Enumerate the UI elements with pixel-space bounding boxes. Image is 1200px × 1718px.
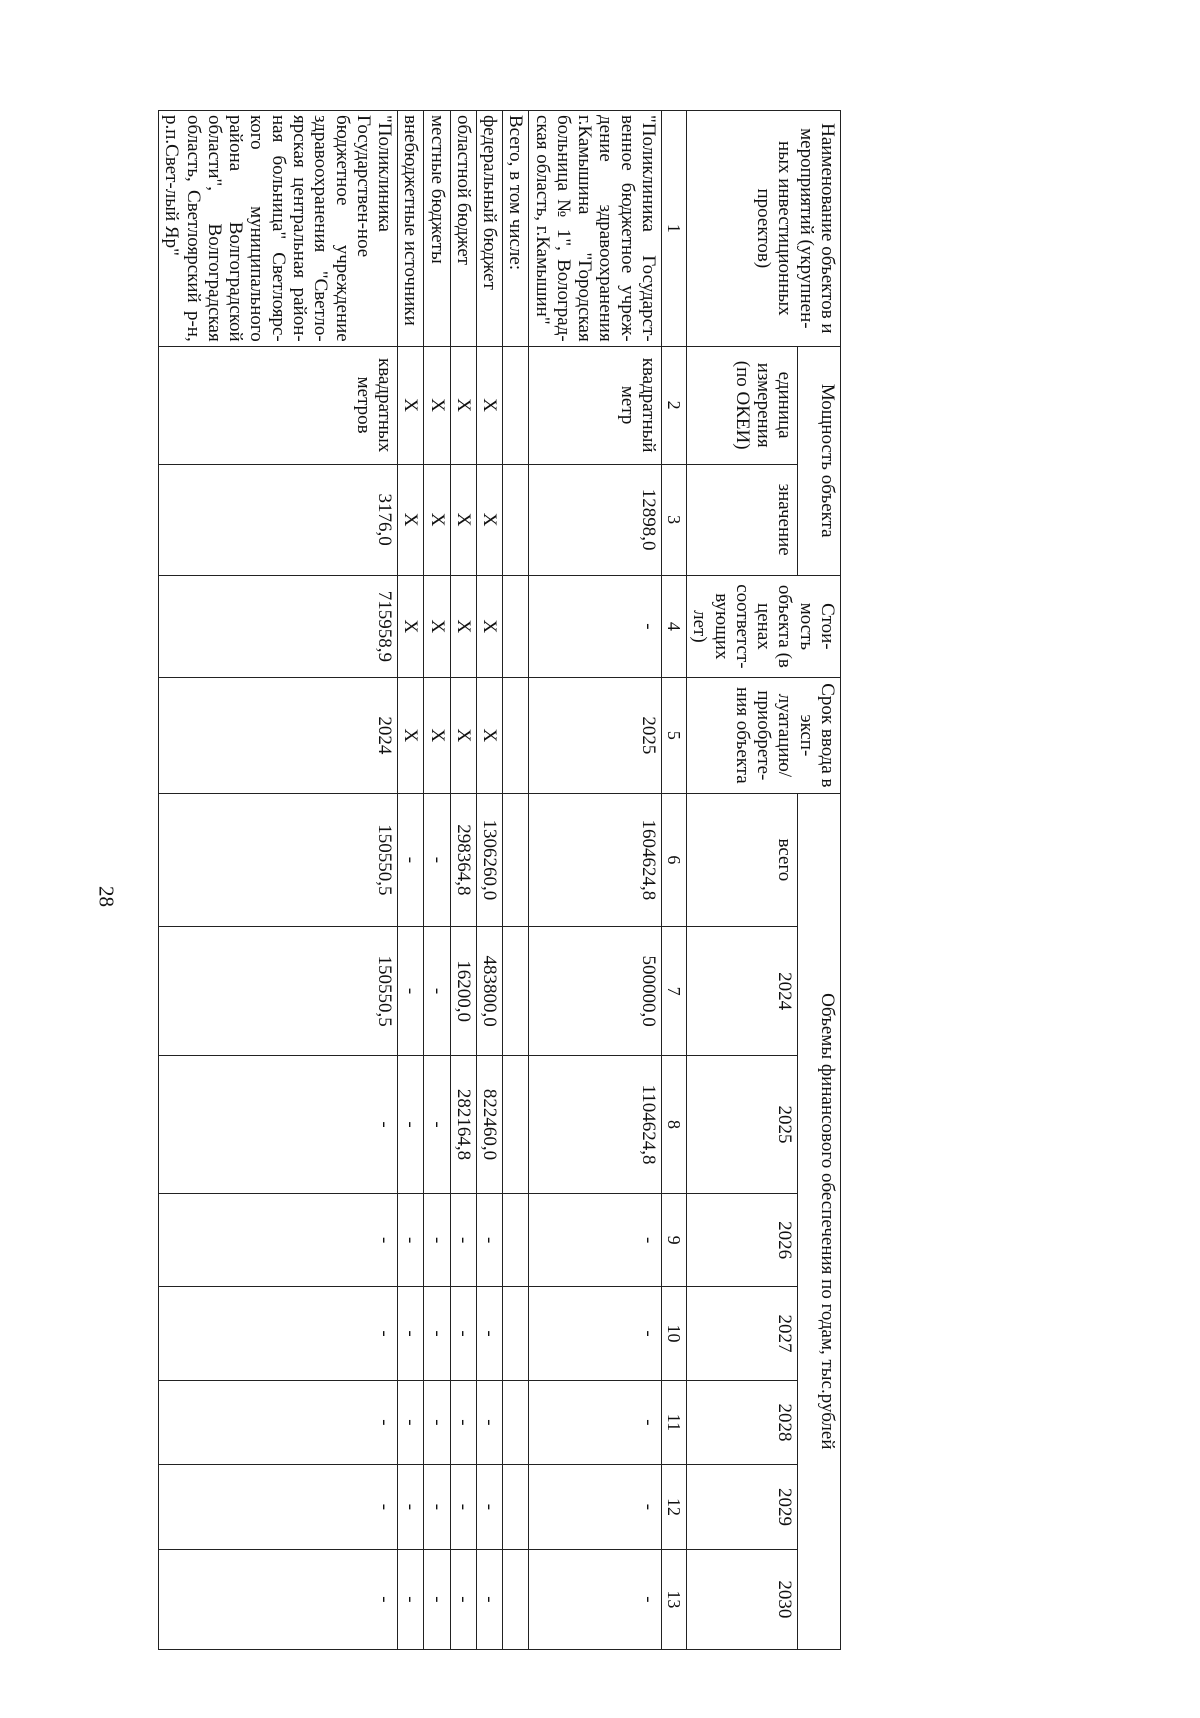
row-name: федеральный бюджет bbox=[476, 111, 502, 347]
row-term: X bbox=[424, 678, 450, 794]
row-2024: 500000,0 bbox=[529, 927, 662, 1056]
row-2029: - bbox=[159, 1465, 398, 1550]
column-number-row bbox=[661, 111, 686, 1650]
financing-table bbox=[158, 110, 841, 1650]
header-capacity: Мощность объекта bbox=[798, 346, 841, 575]
row-2024: 483800,0 bbox=[476, 927, 502, 1056]
column-number: 1 bbox=[661, 111, 686, 347]
row-value: X bbox=[398, 464, 424, 575]
row-total: 1604624,8 bbox=[529, 793, 662, 926]
table-row bbox=[529, 111, 662, 1650]
row-unit: X bbox=[476, 346, 502, 464]
header-year: 2028 bbox=[687, 1380, 798, 1465]
row-2028: - bbox=[450, 1380, 476, 1465]
row-2027: - bbox=[529, 1287, 662, 1380]
column-number: 5 bbox=[661, 678, 686, 794]
row-2028: - bbox=[476, 1380, 502, 1465]
row-cost: X bbox=[424, 575, 450, 677]
row-2025: 822460,0 bbox=[476, 1056, 502, 1194]
row-2028: - bbox=[159, 1380, 398, 1465]
row-2029: - bbox=[529, 1465, 662, 1550]
row-cost: X bbox=[450, 575, 476, 677]
row-cost: - bbox=[529, 575, 662, 677]
header-year: 2030 bbox=[687, 1549, 798, 1649]
row-2026: - bbox=[476, 1193, 502, 1286]
row-2029: - bbox=[476, 1465, 502, 1550]
row-value: X bbox=[424, 464, 450, 575]
header-year: 2025 bbox=[687, 1056, 798, 1194]
column-number: 2 bbox=[661, 346, 686, 464]
column-number: 8 bbox=[661, 1056, 686, 1194]
row-2026: - bbox=[450, 1193, 476, 1286]
row-2028: - bbox=[529, 1380, 662, 1465]
row-2027: - bbox=[159, 1287, 398, 1380]
row-name: внебюджетные источники bbox=[398, 111, 424, 347]
column-number: 3 bbox=[661, 464, 686, 575]
row-2027: - bbox=[398, 1287, 424, 1380]
row-name: "Поликлиника Государст-венное бюджетное учреж-дение здравоохранения г.Камышина "Городская больница № 1", Волоград-ская область, г.Камышин" bbox=[529, 111, 662, 347]
row-2024: 150550,5 bbox=[159, 927, 398, 1056]
row-2028 bbox=[503, 1380, 529, 1465]
row-2026: - bbox=[159, 1193, 398, 1286]
row-2024: - bbox=[398, 927, 424, 1056]
row-2026 bbox=[503, 1193, 529, 1286]
column-number: 11 bbox=[661, 1380, 686, 1465]
row-2027: - bbox=[476, 1287, 502, 1380]
row-cost: 715958,9 bbox=[159, 575, 398, 677]
table-row bbox=[159, 111, 398, 1650]
table-row bbox=[476, 111, 502, 1650]
row-2029 bbox=[503, 1465, 529, 1550]
header-finance: Объемы финансового обеспечения по годам, тыс.рублей bbox=[798, 793, 841, 1649]
row-2025: - bbox=[398, 1056, 424, 1194]
header-unit: единица измерения (по ОКЕИ) bbox=[687, 346, 798, 464]
row-name: местные бюджеты bbox=[424, 111, 450, 347]
row-2025 bbox=[503, 1056, 529, 1194]
table-row bbox=[424, 111, 450, 1650]
row-2028: - bbox=[398, 1380, 424, 1465]
table-row bbox=[398, 111, 424, 1650]
row-unit: квадратных метров bbox=[159, 346, 398, 464]
row-2025: - bbox=[159, 1056, 398, 1194]
column-number: 9 bbox=[661, 1193, 686, 1286]
header-year: 2029 bbox=[687, 1465, 798, 1550]
header-year: 2024 bbox=[687, 927, 798, 1056]
page-number: 28 bbox=[94, 886, 119, 907]
row-name: "Поликлиника Государствен-ное бюджетное учреждение здравоохранения "Светло-ярская центральная район-ная больница" Светлоярс-кого муниципального района Волгоградской области", Волгоградская область, Светлоярский р-н, р.п.Свет-лый Яр" bbox=[159, 111, 398, 347]
row-2030: - bbox=[159, 1549, 398, 1649]
row-cost bbox=[503, 575, 529, 677]
row-2030: - bbox=[424, 1549, 450, 1649]
row-2029: - bbox=[424, 1465, 450, 1550]
row-2030: - bbox=[398, 1549, 424, 1649]
row-2026: - bbox=[398, 1193, 424, 1286]
row-2025: 1104624,8 bbox=[529, 1056, 662, 1194]
rotated-table-sheet bbox=[158, 110, 841, 1650]
row-total: 150550,5 bbox=[159, 793, 398, 926]
table-row bbox=[503, 111, 529, 1650]
table-row bbox=[450, 111, 476, 1650]
row-cost: X bbox=[476, 575, 502, 677]
row-name: областной бюджет bbox=[450, 111, 476, 347]
header-cost: Стои-мость объекта (в ценах соответст-вующих лет) bbox=[687, 575, 841, 677]
row-unit: X bbox=[450, 346, 476, 464]
header-value: значение bbox=[687, 464, 798, 575]
row-term: 2024 bbox=[159, 678, 398, 794]
row-value: 3176,0 bbox=[159, 464, 398, 575]
row-2029: - bbox=[450, 1465, 476, 1550]
row-total: - bbox=[424, 793, 450, 926]
row-cost: X bbox=[398, 575, 424, 677]
row-2027: - bbox=[450, 1287, 476, 1380]
row-2029: - bbox=[398, 1465, 424, 1550]
row-unit: X bbox=[398, 346, 424, 464]
column-number: 10 bbox=[661, 1287, 686, 1380]
row-value: X bbox=[476, 464, 502, 575]
row-total: - bbox=[398, 793, 424, 926]
row-2024 bbox=[503, 927, 529, 1056]
column-number: 13 bbox=[661, 1549, 686, 1649]
column-number: 6 bbox=[661, 793, 686, 926]
table-body bbox=[159, 111, 662, 1650]
row-name: Всего, в том числе: bbox=[503, 111, 529, 347]
row-value: 12898,0 bbox=[529, 464, 662, 575]
row-term: X bbox=[398, 678, 424, 794]
row-total: 1306260,0 bbox=[476, 793, 502, 926]
row-2024: - bbox=[424, 927, 450, 1056]
row-total bbox=[503, 793, 529, 926]
row-total: 298364,8 bbox=[450, 793, 476, 926]
row-2030: - bbox=[476, 1549, 502, 1649]
header-total: всего bbox=[687, 793, 798, 926]
column-number: 7 bbox=[661, 927, 686, 1056]
row-2030 bbox=[503, 1549, 529, 1649]
row-term bbox=[503, 678, 529, 794]
header-term: Срок ввода в эксп-луатацию/ приобрете-ния объекта bbox=[687, 678, 841, 794]
row-term: 2025 bbox=[529, 678, 662, 794]
row-2026: - bbox=[529, 1193, 662, 1286]
column-number: 4 bbox=[661, 575, 686, 677]
row-2030: - bbox=[529, 1549, 662, 1649]
row-term: X bbox=[450, 678, 476, 794]
column-number: 12 bbox=[661, 1465, 686, 1550]
row-2027 bbox=[503, 1287, 529, 1380]
row-unit: X bbox=[424, 346, 450, 464]
row-value: X bbox=[450, 464, 476, 575]
row-2030: - bbox=[450, 1549, 476, 1649]
row-2025: 282164,8 bbox=[450, 1056, 476, 1194]
header-name: Наименование объектов и мероприятий (укрупнен-ных инвестиционных проектов) bbox=[687, 111, 841, 347]
row-value bbox=[503, 464, 529, 575]
row-2027: - bbox=[424, 1287, 450, 1380]
header-year: 2026 bbox=[687, 1193, 798, 1286]
row-unit bbox=[503, 346, 529, 464]
header-year: 2027 bbox=[687, 1287, 798, 1380]
row-term: X bbox=[476, 678, 502, 794]
row-2024: 16200,0 bbox=[450, 927, 476, 1056]
row-2028: - bbox=[424, 1380, 450, 1465]
row-unit: квадратный метр bbox=[529, 346, 662, 464]
row-2025: - bbox=[424, 1056, 450, 1194]
row-2026: - bbox=[424, 1193, 450, 1286]
